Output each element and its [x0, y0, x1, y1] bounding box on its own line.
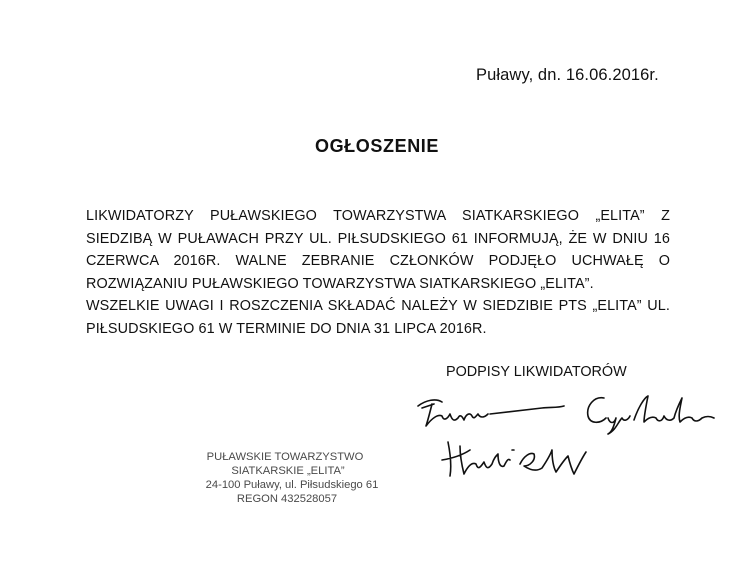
signatures-label: PODPISY LIKWIDATORÓW	[446, 364, 627, 380]
stamp-line-regon: REGON 432528057	[236, 493, 338, 505]
announcement-paragraph: WSZELKIE UWAGI I ROSZCZENIA SKŁADAĆ NALEŻY W SIEDZIBIE PTS „ELITA” UL. PIŁSUDSKIEGO 61 W TERMINIE DO DNIA 31 LIPCA 2016R.	[86, 298, 670, 337]
date-line: Puławy, dn. 16.06.2016r.	[476, 66, 659, 84]
organization-stamp	[187, 450, 383, 506]
document-title: OGŁOSZENIE	[314, 136, 439, 156]
signature-3	[438, 436, 598, 487]
stamp-line-address: 24-100 Puławy, ul. Piłsudskiego 61	[205, 479, 379, 491]
signature-1	[414, 392, 574, 437]
stamp-line-name-cont: SIATKARSKIE „ELITA”	[231, 465, 345, 477]
announcement-body	[86, 205, 670, 341]
stamp-line-name: PUŁAWSKIE TOWARZYSTWO	[206, 451, 364, 463]
signature-2	[578, 388, 738, 443]
announcement-paragraph: LIKWIDATORZY PUŁAWSKIEGO TOWARZYSTWA SIATKARSKIEGO „ELITA” Z SIEDZIBĄ W PUŁAWACH PRZY UL. PIŁSUDSKIEGO 61 INFORMUJĄ, ŻE W DNIU 16 CZERWCA 2016R. WALNE ZEBRANIE CZŁONKÓW PODJĘŁO UCHWAŁĘ O ROZWIĄZANIU PUŁAWSKIEGO TOWARZYSTWA SIATKARSKIEGO „ELITA”.	[86, 208, 670, 292]
